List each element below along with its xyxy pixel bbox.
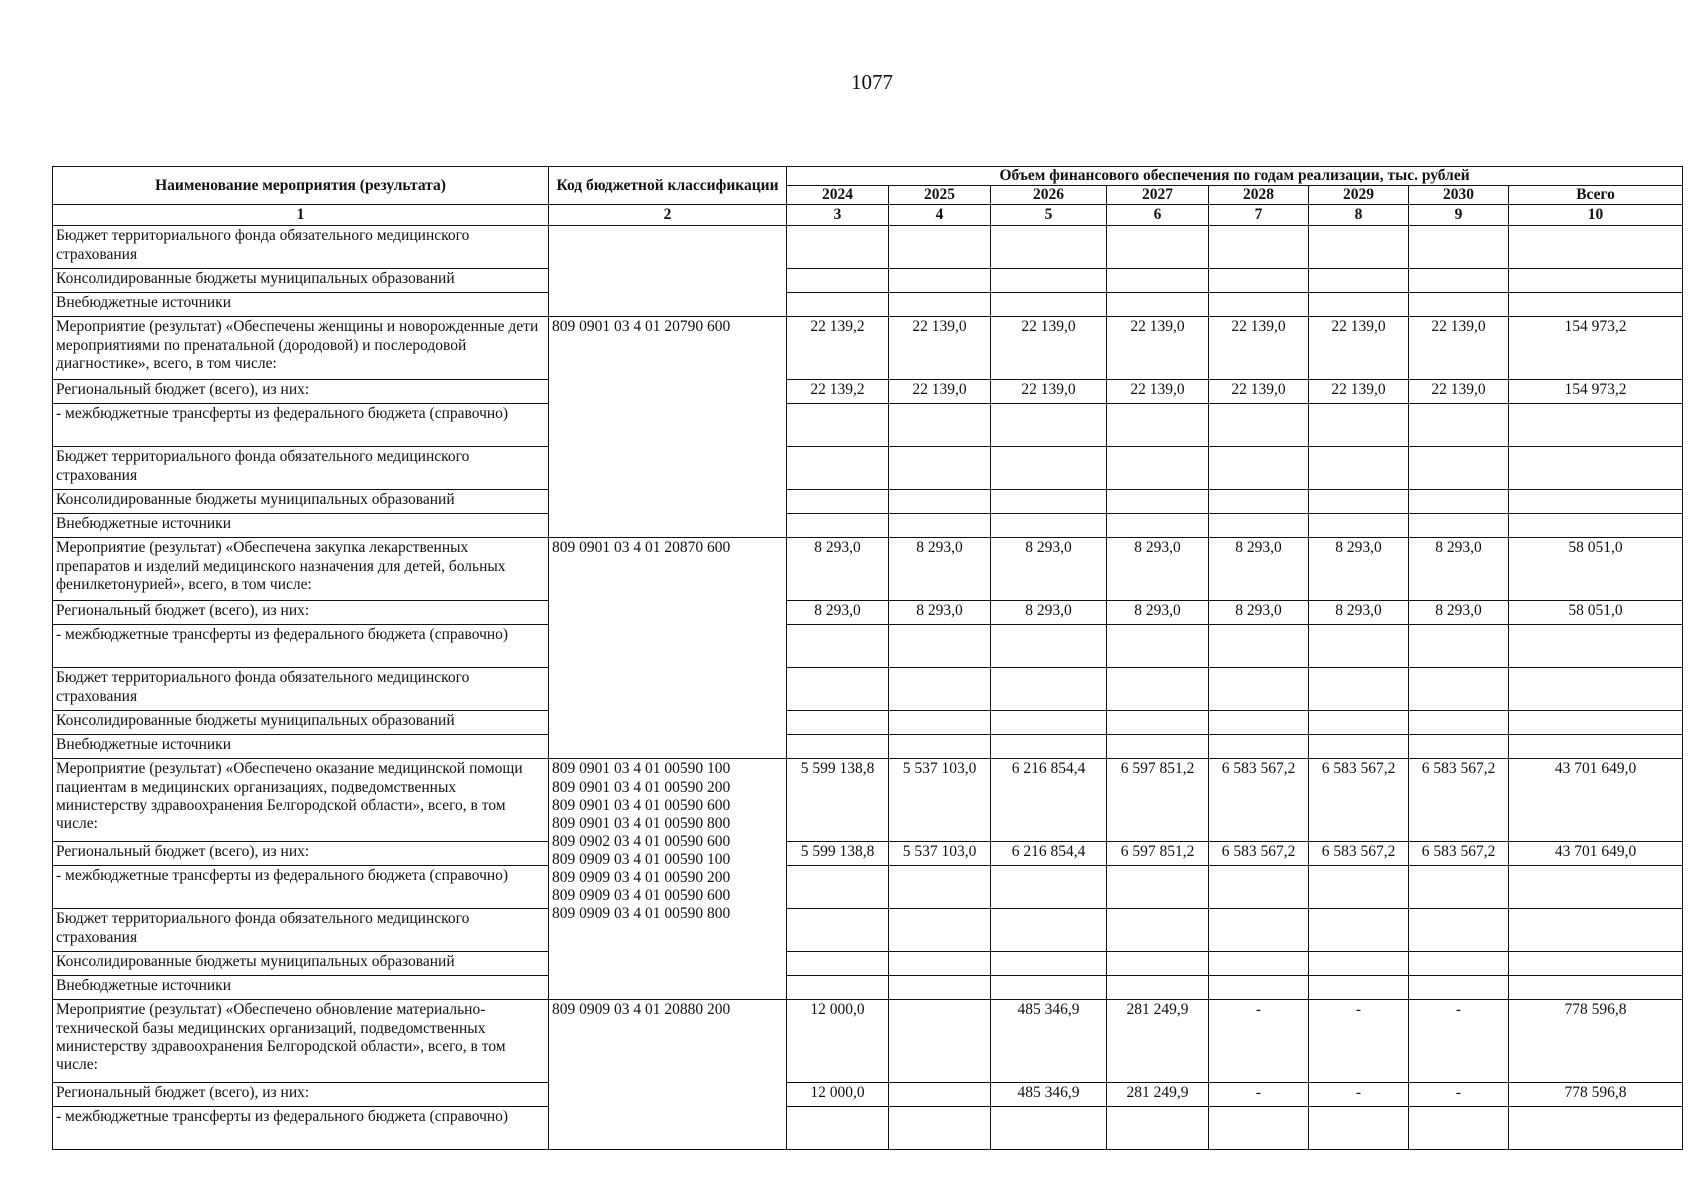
value-cell: 281 249,9 — [1107, 1000, 1209, 1083]
value-cell — [991, 293, 1107, 317]
value-cell: 6 216 854,4 — [991, 842, 1107, 866]
column-number: 8 — [1309, 205, 1409, 226]
row-name: Внебюджетные источники — [53, 293, 549, 317]
value-cell — [1209, 490, 1309, 514]
budget-code: 809 0909 03 4 01 00590 100 — [552, 851, 731, 868]
value-cell: 22 139,0 — [1107, 317, 1209, 380]
table-row — [53, 909, 1683, 952]
value-cell: 22 139,0 — [889, 380, 991, 404]
value-cell — [787, 1107, 889, 1150]
column-number: 3 — [787, 205, 889, 226]
value-cell — [1309, 952, 1409, 976]
value-cell: 6 583 567,2 — [1209, 842, 1309, 866]
budget-code: 809 0901 03 4 01 00590 800 — [552, 814, 731, 832]
table-row — [53, 380, 1683, 404]
header-year: 2027 — [1107, 186, 1209, 205]
value-cell — [1509, 952, 1683, 976]
table-row — [53, 759, 1683, 842]
value-cell: 22 139,0 — [1409, 317, 1509, 380]
value-cell — [787, 447, 889, 490]
value-cell — [991, 909, 1107, 952]
row-name: Мероприятие (результат) «Обеспечено обновление материально-технической базы медицинских организаций, подведомственных министерству здравоохранения Белгородской области», всего, в том числе: — [53, 1000, 549, 1083]
value-cell — [1509, 625, 1683, 668]
value-cell: 58 051,0 — [1509, 538, 1683, 601]
row-name: Региональный бюджет (всего), из них: — [53, 380, 549, 404]
value-cell — [1209, 735, 1309, 759]
value-cell — [1107, 909, 1209, 952]
value-cell — [787, 866, 889, 909]
value-cell — [1509, 293, 1683, 317]
value-cell — [1309, 909, 1409, 952]
value-cell — [1309, 668, 1409, 711]
value-cell — [889, 514, 991, 538]
value-cell: 5 599 138,8 — [787, 759, 889, 842]
value-cell: 8 293,0 — [1107, 601, 1209, 625]
value-cell — [1409, 866, 1509, 909]
value-cell: 8 293,0 — [1209, 601, 1309, 625]
value-cell: 8 293,0 — [1309, 538, 1409, 601]
value-cell — [889, 866, 991, 909]
value-cell — [889, 1000, 991, 1083]
value-cell — [991, 269, 1107, 293]
value-cell — [991, 1107, 1107, 1150]
budget-code: 809 0909 03 4 01 00590 800 — [552, 905, 731, 923]
value-cell — [1107, 735, 1209, 759]
value-cell: 8 293,0 — [889, 601, 991, 625]
value-cell — [1107, 952, 1209, 976]
value-cell: - — [1309, 1083, 1409, 1107]
value-cell — [1209, 404, 1309, 447]
row-name: Региональный бюджет (всего), из них: — [53, 1083, 549, 1107]
table-row — [53, 601, 1683, 625]
value-cell — [889, 293, 991, 317]
value-cell — [1409, 226, 1509, 269]
value-cell: 6 216 854,4 — [991, 759, 1107, 842]
value-cell — [1209, 447, 1309, 490]
row-name: - межбюджетные трансферты из федерального бюджета (справочно) — [53, 1107, 549, 1150]
value-cell — [787, 668, 889, 711]
value-cell — [787, 490, 889, 514]
value-cell — [1107, 293, 1209, 317]
table-row — [53, 1107, 1683, 1150]
header-year: Всего — [1509, 186, 1683, 205]
row-name: Региональный бюджет (всего), из них: — [53, 842, 549, 866]
value-cell: 154 973,2 — [1509, 317, 1683, 380]
value-cell: 22 139,0 — [1309, 380, 1409, 404]
value-cell: 12 000,0 — [787, 1083, 889, 1107]
value-cell — [991, 490, 1107, 514]
budget-code: 809 0909 03 4 01 00590 200 — [552, 869, 731, 887]
value-cell — [1309, 269, 1409, 293]
row-name: Бюджет территориального фонда обязательного медицинского страхования — [53, 226, 549, 269]
value-cell — [1409, 909, 1509, 952]
budget-code: 809 0901 03 4 01 00590 100 — [552, 760, 731, 778]
table-row — [53, 447, 1683, 490]
row-name: Консолидированные бюджеты муниципальных образований — [53, 269, 549, 293]
column-number: 1 — [53, 205, 549, 226]
value-cell — [889, 1083, 991, 1107]
value-cell — [1209, 514, 1309, 538]
budget-code-cell — [549, 759, 787, 1000]
value-cell: 778 596,8 — [1509, 1083, 1683, 1107]
value-cell: 5 537 103,0 — [889, 759, 991, 842]
value-cell: 485 346,9 — [991, 1083, 1107, 1107]
value-cell — [889, 490, 991, 514]
budget-code: 809 0901 03 4 01 00590 600 — [552, 796, 731, 814]
column-number: 2 — [549, 205, 787, 226]
value-cell — [991, 976, 1107, 1000]
value-cell — [1209, 976, 1309, 1000]
value-cell: 6 597 851,2 — [1107, 842, 1209, 866]
value-cell — [889, 976, 991, 1000]
value-cell — [991, 404, 1107, 447]
value-cell — [787, 404, 889, 447]
budget-code-cell — [549, 1000, 787, 1150]
value-cell: 8 293,0 — [1209, 538, 1309, 601]
budget-code: 809 0909 03 4 01 00590 600 — [552, 887, 731, 905]
value-cell — [1309, 490, 1409, 514]
header-year: 2025 — [889, 186, 991, 205]
value-cell — [787, 514, 889, 538]
value-cell — [1409, 269, 1509, 293]
value-cell — [1209, 711, 1309, 735]
value-cell — [1107, 866, 1209, 909]
value-cell — [1209, 625, 1309, 668]
value-cell: 8 293,0 — [889, 538, 991, 601]
value-cell: 8 293,0 — [787, 601, 889, 625]
value-cell — [1107, 514, 1209, 538]
value-cell — [1409, 976, 1509, 1000]
row-name: Мероприятие (результат) «Обеспечена закупка лекарственных препаратов и изделий медицинского назначения для детей, больных фенилкетонурией», всего, в том числе: — [53, 538, 549, 601]
table-row — [53, 668, 1683, 711]
table-row — [53, 317, 1683, 380]
value-cell — [1509, 1107, 1683, 1150]
value-cell — [889, 735, 991, 759]
value-cell: 22 139,2 — [787, 317, 889, 380]
value-cell — [1107, 668, 1209, 711]
value-cell — [1309, 226, 1409, 269]
row-name: Бюджет территориального фонда обязательного медицинского страхования — [53, 909, 549, 952]
value-cell: 281 249,9 — [1107, 1083, 1209, 1107]
row-name: Консолидированные бюджеты муниципальных образований — [53, 952, 549, 976]
value-cell — [991, 866, 1107, 909]
value-cell — [1309, 514, 1409, 538]
value-cell — [1107, 490, 1209, 514]
value-cell — [787, 909, 889, 952]
row-name: Мероприятие (результат) «Обеспечено оказание медицинской помощи пациентам в медицинских организациях, подведомственных министерству здравоохранения Белгородской области», всего, в том числе: — [53, 759, 549, 842]
value-cell — [991, 226, 1107, 269]
value-cell — [787, 976, 889, 1000]
value-cell: 43 701 649,0 — [1509, 842, 1683, 866]
value-cell — [1107, 1107, 1209, 1150]
row-name: Консолидированные бюджеты муниципальных образований — [53, 490, 549, 514]
value-cell — [889, 447, 991, 490]
value-cell — [1209, 668, 1309, 711]
value-cell — [1509, 866, 1683, 909]
value-cell: - — [1309, 1000, 1409, 1083]
value-cell — [1107, 976, 1209, 1000]
table-row — [53, 1000, 1683, 1083]
budget-code-cell — [549, 538, 787, 759]
table-row — [53, 711, 1683, 735]
row-name: Внебюджетные источники — [53, 514, 549, 538]
header-funding: Объем финансового обеспечения по годам реализации, тыс. рублей — [787, 167, 1683, 186]
value-cell — [1409, 735, 1509, 759]
header-code: Код бюджетной классификации — [549, 167, 787, 205]
value-cell — [991, 952, 1107, 976]
row-name: Консолидированные бюджеты муниципальных образований — [53, 711, 549, 735]
value-cell — [1107, 711, 1209, 735]
value-cell: 22 139,2 — [787, 380, 889, 404]
value-cell — [1509, 735, 1683, 759]
value-cell: 8 293,0 — [991, 601, 1107, 625]
value-cell: 22 139,0 — [991, 380, 1107, 404]
value-cell: 778 596,8 — [1509, 1000, 1683, 1083]
table-row — [53, 1083, 1683, 1107]
value-cell: 22 139,0 — [1309, 317, 1409, 380]
row-name: Бюджет территориального фонда обязательного медицинского страхования — [53, 447, 549, 490]
table-row — [53, 226, 1683, 269]
table-row — [53, 842, 1683, 866]
value-cell — [1409, 711, 1509, 735]
value-cell: - — [1209, 1083, 1309, 1107]
value-cell — [1509, 514, 1683, 538]
value-cell — [889, 625, 991, 668]
budget-code: 809 0901 03 4 01 20870 600 — [552, 539, 731, 557]
value-cell — [889, 226, 991, 269]
value-cell — [889, 909, 991, 952]
value-cell — [1107, 625, 1209, 668]
header-year: 2024 — [787, 186, 889, 205]
value-cell — [1309, 625, 1409, 668]
budget-table — [52, 166, 1683, 1150]
value-cell: 6 583 567,2 — [1309, 842, 1409, 866]
value-cell — [1309, 735, 1409, 759]
value-cell: 8 293,0 — [991, 538, 1107, 601]
value-cell — [1409, 447, 1509, 490]
value-cell: 485 346,9 — [991, 1000, 1107, 1083]
value-cell — [1509, 711, 1683, 735]
value-cell — [1209, 1107, 1309, 1150]
value-cell — [1309, 293, 1409, 317]
value-cell — [1209, 269, 1309, 293]
value-cell — [1409, 1107, 1509, 1150]
table-row — [53, 514, 1683, 538]
value-cell — [889, 404, 991, 447]
value-cell — [1107, 269, 1209, 293]
value-cell — [1209, 293, 1309, 317]
value-cell — [1409, 514, 1509, 538]
value-cell — [889, 952, 991, 976]
row-name: - межбюджетные трансферты из федерального бюджета (справочно) — [53, 625, 549, 668]
value-cell — [1309, 447, 1409, 490]
table-body — [53, 226, 1683, 1150]
value-cell — [787, 625, 889, 668]
value-cell — [787, 226, 889, 269]
value-cell — [1509, 490, 1683, 514]
header-year: 2026 — [991, 186, 1107, 205]
value-cell — [991, 668, 1107, 711]
page-number: 1077 — [851, 70, 893, 94]
value-cell: 6 583 567,2 — [1409, 842, 1509, 866]
value-cell: 58 051,0 — [1509, 601, 1683, 625]
value-cell — [889, 269, 991, 293]
value-cell — [889, 668, 991, 711]
table-row — [53, 404, 1683, 447]
table-row — [53, 538, 1683, 601]
row-name: - межбюджетные трансферты из федерального бюджета (справочно) — [53, 866, 549, 909]
value-cell — [1107, 447, 1209, 490]
value-cell — [991, 735, 1107, 759]
value-cell: 8 293,0 — [1309, 601, 1409, 625]
value-cell — [991, 625, 1107, 668]
table-row — [53, 269, 1683, 293]
value-cell — [1509, 269, 1683, 293]
column-numbers-row — [53, 205, 1683, 226]
value-cell: 12 000,0 — [787, 1000, 889, 1083]
header-year: 2028 — [1209, 186, 1309, 205]
value-cell: 22 139,0 — [991, 317, 1107, 380]
value-cell: 8 293,0 — [1107, 538, 1209, 601]
value-cell — [1409, 625, 1509, 668]
value-cell — [1409, 952, 1509, 976]
column-number: 6 — [1107, 205, 1209, 226]
column-number: 5 — [991, 205, 1107, 226]
table-row — [53, 952, 1683, 976]
value-cell: 6 583 567,2 — [1309, 759, 1409, 842]
value-cell — [1409, 668, 1509, 711]
value-cell: 22 139,0 — [1209, 380, 1309, 404]
value-cell — [1509, 909, 1683, 952]
value-cell: 8 293,0 — [1409, 538, 1509, 601]
value-cell — [1309, 1107, 1409, 1150]
budget-code: 809 0909 03 4 01 20880 200 — [552, 1001, 731, 1019]
value-cell — [787, 735, 889, 759]
value-cell — [1509, 447, 1683, 490]
budget-code: 809 0901 03 4 01 20790 600 — [552, 318, 731, 336]
value-cell — [787, 711, 889, 735]
row-name: - межбюджетные трансферты из федерального бюджета (справочно) — [53, 404, 549, 447]
budget-code-cell — [549, 226, 787, 317]
table-row — [53, 490, 1683, 514]
value-cell — [1409, 404, 1509, 447]
table-row — [53, 866, 1683, 909]
value-cell — [1409, 490, 1509, 514]
header-name: Наименование мероприятия (результата) — [53, 167, 549, 205]
value-cell — [1209, 866, 1309, 909]
value-cell — [1509, 404, 1683, 447]
column-number: 9 — [1409, 205, 1509, 226]
value-cell: 8 293,0 — [1409, 601, 1509, 625]
value-cell: 6 583 567,2 — [1209, 759, 1309, 842]
value-cell: - — [1409, 1083, 1509, 1107]
table-row — [53, 293, 1683, 317]
row-name: Внебюджетные источники — [53, 976, 549, 1000]
value-cell — [1509, 976, 1683, 1000]
value-cell — [991, 711, 1107, 735]
row-name: Мероприятие (результат) «Обеспечены женщины и новорожденные дети мероприятиями по пренатальной (дородовой) и послеродовой диагностике», всего, в том числе: — [53, 317, 549, 380]
value-cell: 22 139,0 — [1107, 380, 1209, 404]
header-year: 2029 — [1309, 186, 1409, 205]
value-cell: 6 597 851,2 — [1107, 759, 1209, 842]
header-year: 2030 — [1409, 186, 1509, 205]
budget-code-cell — [549, 317, 787, 538]
value-cell: 22 139,0 — [1209, 317, 1309, 380]
column-number: 10 — [1509, 205, 1683, 226]
value-cell: 5 599 138,8 — [787, 842, 889, 866]
value-cell — [1309, 404, 1409, 447]
value-cell: 22 139,0 — [1409, 380, 1509, 404]
value-cell — [787, 269, 889, 293]
row-name: Внебюджетные источники — [53, 735, 549, 759]
value-cell — [1409, 293, 1509, 317]
value-cell — [1209, 226, 1309, 269]
value-cell — [787, 293, 889, 317]
value-cell: 5 537 103,0 — [889, 842, 991, 866]
value-cell — [787, 952, 889, 976]
value-cell: - — [1409, 1000, 1509, 1083]
value-cell — [1509, 226, 1683, 269]
value-cell: 6 583 567,2 — [1409, 759, 1509, 842]
value-cell: 22 139,0 — [889, 317, 991, 380]
value-cell — [991, 514, 1107, 538]
value-cell — [1107, 226, 1209, 269]
value-cell — [1209, 952, 1309, 976]
value-cell — [991, 447, 1107, 490]
value-cell — [1509, 668, 1683, 711]
table-row — [53, 976, 1683, 1000]
table-row — [53, 625, 1683, 668]
value-cell: 8 293,0 — [787, 538, 889, 601]
value-cell — [1309, 976, 1409, 1000]
value-cell — [1209, 909, 1309, 952]
value-cell — [889, 711, 991, 735]
budget-code: 809 0901 03 4 01 00590 200 — [552, 778, 731, 796]
value-cell — [1309, 711, 1409, 735]
row-name: Региональный бюджет (всего), из них: — [53, 601, 549, 625]
value-cell — [889, 1107, 991, 1150]
value-cell — [1309, 866, 1409, 909]
budget-code: 809 0902 03 4 01 00590 600 — [552, 832, 731, 850]
value-cell: - — [1209, 1000, 1309, 1083]
column-number: 7 — [1209, 205, 1309, 226]
row-name: Бюджет территориального фонда обязательного медицинского страхования — [53, 668, 549, 711]
table-row — [53, 735, 1683, 759]
value-cell: 43 701 649,0 — [1509, 759, 1683, 842]
value-cell — [1107, 404, 1209, 447]
value-cell: 154 973,2 — [1509, 380, 1683, 404]
column-number: 4 — [889, 205, 991, 226]
table-header — [53, 167, 1683, 226]
